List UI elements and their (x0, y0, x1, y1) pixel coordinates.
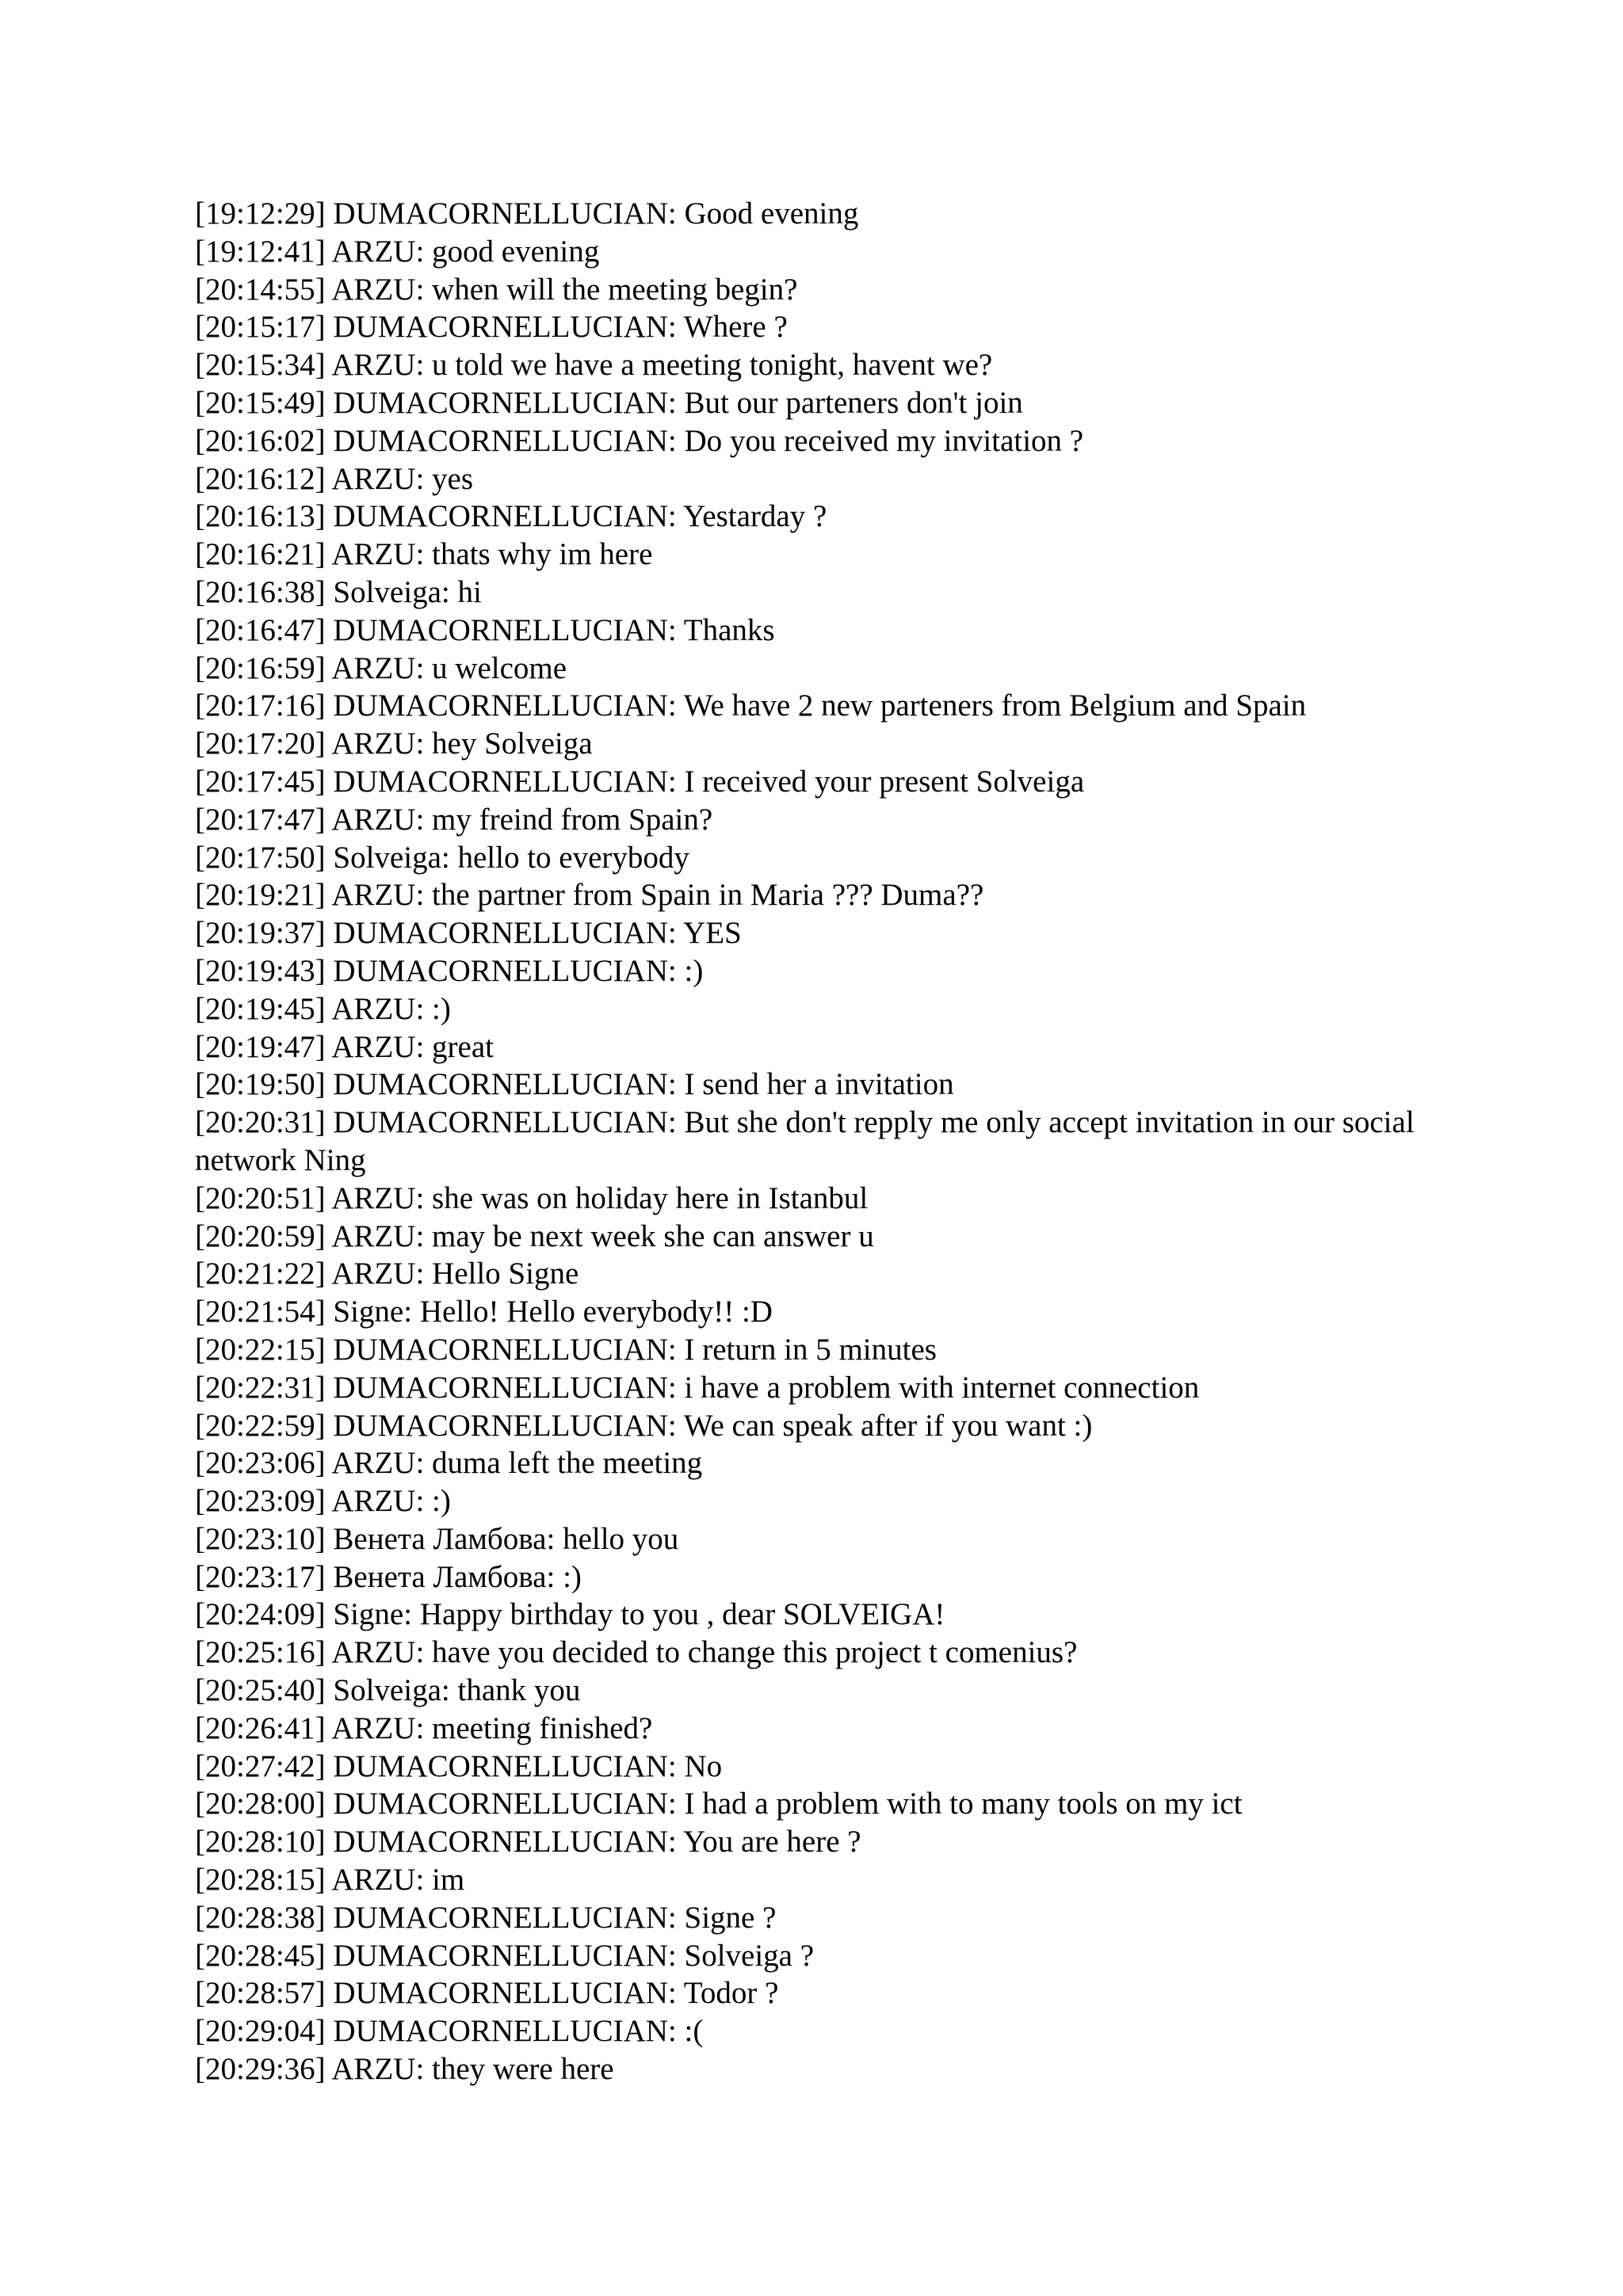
message-author: DUMACORNELLUCIAN : (333, 1939, 684, 1973)
message-timestamp: [20:17:47] (195, 802, 326, 837)
message-text: We have 2 new parteners from Belgium and Spain (683, 688, 1307, 723)
chat-message (195, 422, 1431, 460)
message-text: :) (432, 1484, 451, 1519)
chat-message (195, 612, 1431, 650)
message-author: ARZU : (331, 1863, 432, 1897)
message-text: have you decided to change this project t comenius? (432, 1635, 1078, 1670)
message-author: DUMACORNELLUCIAN : (333, 1371, 684, 1405)
chat-message (195, 1785, 1431, 1823)
chat-transcript (195, 195, 1431, 2088)
chat-message (195, 952, 1431, 990)
message-text: You are here ? (683, 1825, 861, 1859)
chat-message (195, 1937, 1431, 1975)
message-timestamp: [20:28:57] (195, 1976, 326, 2011)
message-text: But she don't repply me only accept invitation in our social network Ning (195, 1105, 1415, 1177)
chat-message (195, 1861, 1431, 1899)
message-timestamp: [20:20:51] (195, 1180, 326, 1215)
chat-message (195, 460, 1431, 498)
message-text: Yestarday ? (683, 499, 827, 534)
chat-message (195, 839, 1431, 877)
chat-message (195, 763, 1431, 801)
message-text: YES (683, 916, 742, 951)
message-text: meeting finished? (432, 1711, 653, 1745)
message-timestamp: [20:16:59] (195, 650, 326, 685)
message-text: Hello Signe (432, 1257, 579, 1291)
message-author: ARZU : (331, 1219, 432, 1253)
message-timestamp: [20:19:50] (195, 1067, 326, 1102)
message-author: DUMACORNELLUCIAN : (333, 1749, 684, 1783)
chat-message (195, 233, 1431, 271)
chat-message (195, 384, 1431, 422)
chat-message (195, 876, 1431, 914)
message-author: ARZU : (331, 273, 432, 307)
message-text: hi (457, 574, 482, 609)
message-text: u welcome (432, 650, 567, 685)
chat-message (195, 650, 1431, 688)
message-text: :( (684, 2014, 704, 2049)
message-text: Todor ? (683, 1976, 779, 2011)
message-author: DUMACORNELLUCIAN : (333, 424, 684, 458)
message-text: :) (432, 991, 451, 1026)
message-text: when will the meeting begin? (432, 272, 798, 307)
message-author: ARZU : (331, 537, 432, 571)
message-author: Signe : (333, 1295, 419, 1329)
chat-message (195, 308, 1431, 346)
message-timestamp: [20:28:38] (195, 1900, 326, 1935)
message-text: duma left the meeting (432, 1446, 703, 1481)
message-timestamp: [20:16:13] (195, 499, 326, 534)
message-timestamp: [20:23:17] (195, 1559, 326, 1594)
message-author: ARZU : (331, 1635, 432, 1669)
chat-message (195, 1066, 1431, 1104)
message-text: good evening (432, 234, 600, 269)
message-text: No (684, 1749, 723, 1783)
message-author: DUMACORNELLUCIAN : (333, 1409, 683, 1443)
message-text: the partner from Spain in Maria ??? Duma?? (432, 878, 984, 913)
message-author: Solveiga : (333, 1673, 457, 1707)
message-author: ARZU : (331, 651, 432, 685)
message-text: my freind from Spain? (432, 802, 713, 837)
chat-message (195, 801, 1431, 839)
message-timestamp: [19:12:29] (195, 196, 326, 231)
chat-message (195, 1255, 1431, 1293)
message-timestamp: [20:25:40] (195, 1673, 326, 1708)
message-timestamp: [20:16:12] (195, 461, 326, 496)
message-timestamp: [20:19:45] (195, 991, 326, 1026)
message-author: ARZU : (331, 992, 432, 1026)
message-timestamp: [20:28:00] (195, 1787, 326, 1821)
message-timestamp: [20:14:55] (195, 272, 326, 307)
message-timestamp: [20:22:59] (195, 1408, 326, 1443)
message-author: ARZU : (331, 1446, 432, 1480)
chat-message (195, 1331, 1431, 1369)
message-author: DUMACORNELLUCIAN : (333, 2014, 684, 2048)
message-author: DUMACORNELLUCIAN : (333, 1825, 683, 1859)
message-text: thats why im here (432, 537, 653, 572)
chat-message (195, 1899, 1431, 1937)
message-author: DUMACORNELLUCIAN : (333, 916, 683, 950)
message-timestamp: [20:23:06] (195, 1446, 326, 1481)
chat-message (195, 1218, 1431, 1256)
message-author: Венета Ламбова : (333, 1560, 563, 1594)
message-author: ARZU : (331, 803, 432, 837)
message-timestamp: [20:28:15] (195, 1863, 326, 1897)
message-timestamp: [20:28:10] (195, 1825, 326, 1859)
message-text: hello you (563, 1521, 679, 1556)
message-timestamp: [20:20:59] (195, 1219, 326, 1253)
message-author: ARZU : (331, 1257, 432, 1291)
message-text: hey Solveiga (432, 727, 593, 761)
message-timestamp: [20:22:31] (195, 1370, 326, 1405)
message-author: DUMACORNELLUCIAN : (333, 613, 683, 647)
chat-message (195, 574, 1431, 612)
chat-message (195, 1672, 1431, 1710)
chat-message (195, 195, 1431, 233)
message-author: DUMACORNELLUCIAN : (333, 1976, 683, 2010)
chat-message (195, 2050, 1431, 2088)
message-text: Hello! Hello everybody!! :D (419, 1295, 773, 1329)
message-timestamp: [20:15:49] (195, 385, 326, 420)
message-timestamp: [20:19:37] (195, 916, 326, 951)
message-timestamp: [20:16:02] (195, 423, 326, 458)
message-timestamp: [20:26:41] (195, 1711, 326, 1745)
message-timestamp: [20:29:04] (195, 2014, 326, 2049)
message-timestamp: [20:17:45] (195, 764, 326, 799)
chat-message (195, 1974, 1431, 2012)
message-author: DUMACORNELLUCIAN : (333, 954, 684, 988)
message-text: u told we have a meeting tonight, havent we? (432, 348, 993, 383)
message-timestamp: [20:23:10] (195, 1521, 326, 1556)
message-timestamp: [20:16:21] (195, 537, 326, 572)
message-text: she was on holiday here in Istanbul (432, 1180, 869, 1215)
message-timestamp: [20:22:15] (195, 1332, 326, 1367)
message-author: ARZU : (331, 1484, 432, 1518)
message-author: Solveiga : (333, 841, 457, 875)
message-author: ARZU : (331, 1030, 432, 1064)
message-text: :) (563, 1559, 582, 1594)
chat-message (195, 687, 1431, 725)
message-author: ARZU : (331, 2052, 432, 2086)
message-text: I send her a invitation (684, 1067, 954, 1102)
chat-message (195, 1293, 1431, 1331)
message-text: Solveiga ? (684, 1938, 815, 1973)
message-author: ARZU : (331, 727, 432, 761)
chat-message (195, 498, 1431, 536)
chat-message (195, 1180, 1431, 1218)
message-author: DUMACORNELLUCIAN : (333, 688, 683, 723)
message-author: DUMACORNELLUCIAN : (333, 1787, 684, 1821)
message-timestamp: [20:17:20] (195, 727, 326, 761)
chat-message (195, 1823, 1431, 1861)
message-timestamp: [20:15:17] (195, 310, 326, 345)
message-author: DUMACORNELLUCIAN : (333, 386, 684, 420)
message-author: Solveiga : (333, 575, 457, 609)
message-author: DUMACORNELLUCIAN : (333, 499, 683, 533)
chat-message (195, 914, 1431, 952)
message-timestamp: [20:25:16] (195, 1635, 326, 1670)
chat-message (195, 990, 1431, 1028)
message-author: ARZU : (331, 878, 432, 912)
message-author: ARZU : (331, 348, 432, 382)
message-author: DUMACORNELLUCIAN : (333, 1333, 684, 1367)
message-timestamp: [20:16:38] (195, 574, 326, 609)
message-timestamp: [19:12:41] (195, 234, 326, 269)
message-author: Венета Ламбова : (333, 1522, 563, 1556)
chat-message (195, 1748, 1431, 1786)
message-text: Where ? (683, 310, 788, 345)
message-timestamp: [20:15:34] (195, 348, 326, 383)
message-text: I had a problem with to many tools on my ict (684, 1787, 1243, 1821)
message-author: DUMACORNELLUCIAN : (333, 196, 684, 231)
message-text: We can speak after if you want :) (683, 1408, 1093, 1443)
chat-message (195, 1104, 1431, 1180)
message-text: I return in 5 minutes (684, 1332, 937, 1367)
chat-message (195, 1482, 1431, 1520)
message-text: may be next week she can answer u (432, 1219, 874, 1253)
message-timestamp: [20:23:09] (195, 1484, 326, 1519)
message-timestamp: [20:21:22] (195, 1257, 326, 1291)
message-timestamp: [20:17:16] (195, 688, 326, 723)
chat-message (195, 1520, 1431, 1558)
chat-message (195, 346, 1431, 384)
message-text: Do you received my invitation ? (684, 423, 1084, 458)
message-author: DUMACORNELLUCIAN : (333, 765, 684, 799)
message-timestamp: [20:24:09] (195, 1597, 326, 1632)
message-text: But our parteners don't join (684, 385, 1023, 420)
message-timestamp: [20:28:45] (195, 1938, 326, 1973)
message-author: DUMACORNELLUCIAN : (333, 310, 683, 344)
message-text: hello to everybody (457, 840, 689, 875)
message-timestamp: [20:29:36] (195, 2052, 326, 2087)
message-author: ARZU : (331, 1711, 432, 1745)
message-author: DUMACORNELLUCIAN : (333, 1067, 684, 1101)
message-text: Good evening (684, 196, 859, 231)
chat-message (195, 1558, 1431, 1596)
message-text: Happy birthday to you , dear SOLVEIGA! (419, 1597, 945, 1632)
message-author: ARZU : (331, 1181, 432, 1215)
message-text: yes (432, 461, 474, 496)
chat-message (195, 1407, 1431, 1445)
message-author: Signe : (333, 1597, 419, 1631)
message-timestamp: [20:19:47] (195, 1029, 326, 1064)
message-text: they were here (432, 2052, 614, 2087)
message-text: :) (684, 953, 704, 988)
chat-message (195, 1444, 1431, 1482)
chat-message (195, 1028, 1431, 1066)
message-timestamp: [20:16:47] (195, 612, 326, 647)
message-timestamp: [20:21:54] (195, 1295, 326, 1329)
chat-message (195, 1596, 1431, 1634)
chat-message (195, 1369, 1431, 1407)
chat-message (195, 2012, 1431, 2050)
chat-message (195, 1634, 1431, 1672)
message-author: DUMACORNELLUCIAN : (333, 1105, 684, 1139)
chat-message (195, 536, 1431, 574)
message-timestamp: [20:27:42] (195, 1749, 326, 1783)
chat-message (195, 1710, 1431, 1748)
message-timestamp: [20:19:21] (195, 878, 326, 913)
message-text: thank you (457, 1673, 581, 1708)
message-timestamp: [20:17:50] (195, 840, 326, 875)
message-text: i have a problem with internet connection (684, 1370, 1200, 1405)
message-author: ARZU : (331, 462, 432, 496)
message-timestamp: [20:19:43] (195, 953, 326, 988)
chat-message (195, 725, 1431, 763)
message-text: Signe ? (684, 1900, 777, 1935)
chat-message (195, 271, 1431, 309)
message-text: im (432, 1863, 465, 1897)
message-text: Thanks (683, 612, 775, 647)
message-text: I received your present Solveiga (684, 764, 1085, 799)
message-text: great (432, 1029, 494, 1064)
message-author: ARZU : (331, 235, 432, 269)
message-timestamp: [20:20:31] (195, 1105, 326, 1140)
message-author: DUMACORNELLUCIAN : (333, 1901, 684, 1935)
